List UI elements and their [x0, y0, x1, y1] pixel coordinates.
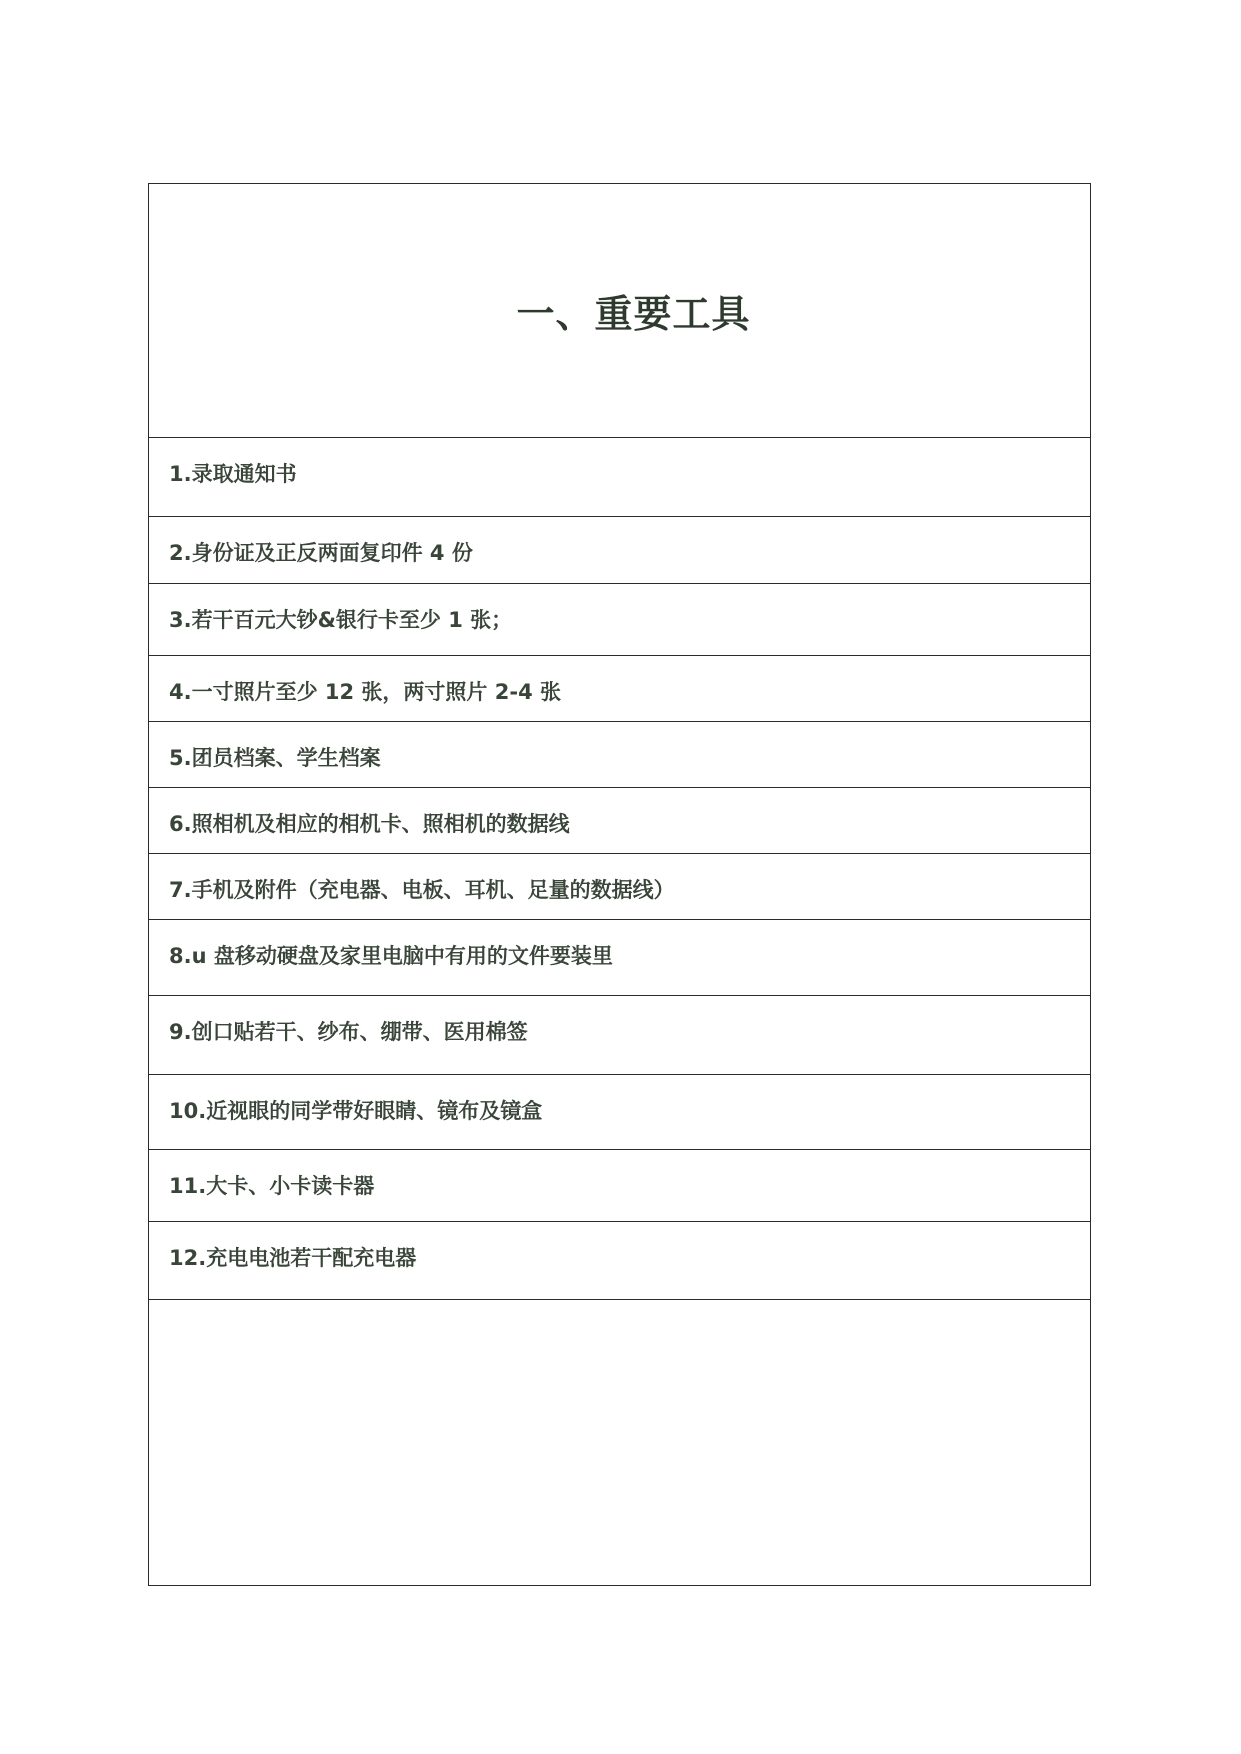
list-item: 10.近视眼的同学带好眼睛、镜布及镜盒	[169, 1099, 543, 1123]
table-row	[149, 722, 1090, 788]
list-item: 6.照相机及相应的相机卡、照相机的数据线	[169, 812, 570, 836]
table-row	[149, 1150, 1090, 1222]
table-row	[149, 996, 1090, 1075]
list-item: 7.手机及附件（充电器、电板、耳机、足量的数据线）	[169, 878, 675, 902]
table-row	[149, 1222, 1090, 1300]
checklist-table	[148, 183, 1091, 1586]
table-row	[149, 920, 1090, 996]
table-row	[149, 656, 1090, 722]
table-row	[149, 517, 1090, 584]
list-item: 3.若干百元大钞&银行卡至少 1 张；	[169, 608, 513, 632]
page-title: 一、重要工具	[516, 292, 751, 336]
list-item: 8.u 盘移动硬盘及家里电脑中有用的文件要装里	[169, 944, 613, 968]
table-row	[149, 584, 1090, 656]
blank-cell	[149, 1300, 1090, 1585]
table-row	[149, 854, 1090, 920]
list-item: 9.创口贴若干、纱布、绷带、医用棉签	[169, 1020, 528, 1044]
table-row	[149, 1075, 1090, 1150]
list-item: 1.录取通知书	[169, 462, 297, 486]
list-item: 5.团员档案、学生档案	[169, 746, 381, 770]
list-item: 2.身份证及正反两面复印件 4 份	[169, 541, 473, 565]
list-item: 12.充电电池若干配充电器	[169, 1246, 417, 1270]
title-cell	[149, 184, 1090, 438]
table-row	[149, 438, 1090, 517]
list-item: 4.一寸照片至少 12 张，两寸照片 2-4 张	[169, 680, 561, 704]
table-row	[149, 788, 1090, 854]
list-item: 11.大卡、小卡读卡器	[169, 1174, 375, 1198]
